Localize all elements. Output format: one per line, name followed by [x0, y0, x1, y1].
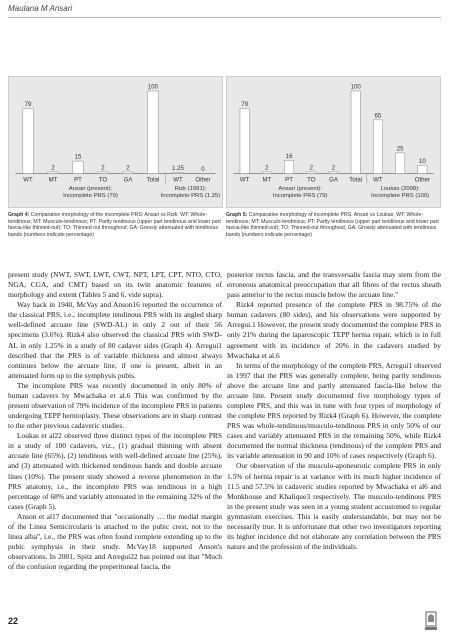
- tick-label: Total: [349, 176, 363, 184]
- group-label: Rizk (1991):: [174, 186, 207, 193]
- bar: [329, 172, 338, 174]
- data-label: 100: [147, 83, 159, 91]
- bar: [173, 172, 183, 173]
- running-header-author: Maulana M Ansari: [8, 4, 73, 13]
- graph-4-chart: [8, 76, 223, 208]
- tick-label: MT: [262, 176, 272, 184]
- paragraph: Loukas et al22 observed three distinct types of the incomplete PRS in a study of 100 cadavers, viz., (1) gradual thinning with absent arcuate line (65%), (2) tendinous with well-defined arcuate line (25%), and (3) attenuated with thickened tendinous bands and double arcuate lines (10%). The present study showed a reverse phenomenon in the PRS anatomy, i.e., the incomplete PRS was tendinous in a high percentage of 68% and variably attenuated in the remaining 32% of the cases (Graph 5).: [8, 431, 222, 511]
- tick-label: Total: [146, 176, 160, 184]
- data-label: 2: [126, 164, 130, 172]
- tick-label: Other: [195, 176, 211, 184]
- paragraph: posterior rectus fascia, and the transversalis fascia may stem from the erroneous anatomical preoccupation that all fibres of the rectus sheath pass anterior to the rectus muscle below the arcuate line.": [227, 270, 441, 300]
- data-label: 79: [241, 100, 249, 108]
- data-label: 0: [201, 166, 205, 174]
- data-label: 2: [101, 164, 105, 172]
- header-rule: [8, 17, 441, 18]
- tick-label: MT: [48, 176, 58, 184]
- data-label: 10: [418, 157, 426, 165]
- tick-label: WT: [173, 176, 183, 184]
- graph-4-caption-label: Graph 4:: [8, 212, 30, 218]
- data-label: 2: [265, 164, 269, 172]
- bar: [73, 161, 83, 173]
- left-text-column: [8, 270, 222, 572]
- data-label: 16: [285, 152, 293, 160]
- paragraph: Anson et al17 documented that "occasionally … the medial margin of the Linea Semicircularis is attached to the pubic crest, not to the linea alba", i.e., the PRS was often found complete extending up to the pubic symphysis in their study. McVay18 supported Anson's observations. In 2001, Spitz and Arregui22 has pointed out that "Much of the confusion regarding the preperitoneal fascia, the: [8, 511, 222, 572]
- graph-4-caption-text: Comparative morphology of the incomplete PRS: Ansari vs Rizk: WT: Whole-tendinous; MT: Musculo-tendinous; PT: Partly tendinous (upper part tendinous and lower part fascia-like thinned-out); TO: Thinned out throughout; GA: Grossly attenuated with tendinous bands (numbers indicate percentage): [8, 212, 221, 238]
- bar: [284, 160, 293, 173]
- tick-label: TO: [98, 176, 108, 184]
- tick-label: PT: [285, 176, 293, 184]
- paragraph: In terms of the morphology of the complete PRS, Arregui1 observed in 1997 that the PRS was generally complete, being partly tendinous above the arcuate line and partly attenuated fascia-like below the arcuate line. Present study documented five morphology types of complete PRS, and this was in tune with four types of morphology of the complete PRS reported by Rizk4 (Graph 6). However, the complete PRS was whole-tendinous/musculo-tendinous PRS in only 50% of our cases and variably attenuated PRS in the remaining 50%, while Rizk4 documented the normal thickness (tendinous) of the complete PRS and its variable attenuation in 90 and 10% of cases respectively (Graph 6).: [227, 360, 441, 461]
- graph-5-chart: [226, 76, 441, 208]
- paragraph: The incomplete PRS was recently documented in only 80% of human cadavers by Mwachaka et al.6 This was confirmed by the present observation of 79% incidence of the incomplete PRS in patients undergoing TEPP hernioplasty. These observations are in sharp contrast to the other previous cadaveric studies.: [8, 380, 222, 431]
- group-sublabel: Incomplete PRS (1.25): [160, 193, 221, 200]
- paragraph: Our observation of the musculo-aponeurotic complete PRS in only 1.5% of hernia repair is at variance with its much higher incidence of 11.5 and 57.5% in cadaveric studies reported by Mwachaka et al6 and Monkhouse and Khalique3 respectively. The musculo-tendinous PRS in the present study was seen in a young student accustomed to regular gymnasium exercises. This is easily understandable, but may not be necessarily true. It is unfortunate that other two investigators reporting its higher incidence did not elaborate any correlation between the PRS nature and the profession of the individuals.: [227, 461, 441, 552]
- tick-label: PT: [74, 176, 82, 184]
- graph-4-caption: [8, 212, 223, 238]
- tick-label: GA: [123, 176, 133, 184]
- bar: [23, 108, 33, 173]
- tick-label: WT: [373, 176, 383, 184]
- group-sublabel: Incomplete PRS (79): [272, 193, 328, 200]
- paragraph: Way back in 1940, McVay and Anson16 reported the occurrence of the classical PRS, i.e., incomplete tendinous PRS with its angled sharp well-defined arcuate line (SWD-AL) in only 2 out of their 56 specimens (3.6%). Rizk4 also observed the classical PRS with SWD-AL in only 1.25% in a study of 80 cadaver sides (Graph 4). Arregui1 described that the PRS is of variable thickness and almost always continues below the arcuate line, if one is present, albeit in an attenuated form up to the symphysis pubis.: [8, 300, 222, 380]
- data-label: 79: [24, 100, 32, 108]
- data-label: 2: [309, 164, 313, 172]
- group-label: Loukas (2008):: [380, 186, 420, 193]
- group-sublabel: Incomplete PRS (79): [63, 193, 118, 200]
- tick-label: WT: [239, 176, 250, 184]
- bar: [123, 172, 133, 174]
- graph-5-caption-text: Comparative morphology of incomplete PRS: Ansari vs Loukas; WT: Whole-tendinous; MT: Musculo-tendinous; PT: Partly tendinous (upper part tendinous and lower part fascia-like thinned-out); TO: Thinned-out throughout; GA: Grossly attenuated with tendinous bands (numbers indicate percentage): [226, 212, 439, 238]
- tick-label: WT: [23, 176, 33, 184]
- right-text-column: [227, 270, 441, 552]
- data-label: 25: [396, 145, 404, 153]
- bar: [240, 108, 249, 173]
- tick-label: GA: [329, 176, 338, 184]
- journal-logo-icon: [424, 610, 438, 632]
- page-number: 22: [8, 616, 19, 626]
- bar: [418, 165, 427, 173]
- bar: [373, 120, 382, 174]
- tick-label: Other: [414, 176, 430, 184]
- paragraph: Rizk4 reported presence of the complete PRS in 98.75% of the human cadavers (80 sides), and his observations were supported by Arregui.1 However, the present study documented the complete PRS in only 21% during the laparoscopic TEPP hernia repair, which is in full agreement with its incidence of 20% in the cadavers studied by Mwachaka et al.6: [227, 300, 441, 360]
- data-label: 2: [51, 164, 55, 172]
- data-label: 100: [350, 83, 361, 91]
- group-label: Ansari (present):: [278, 186, 322, 193]
- graph-5-caption: [226, 212, 441, 238]
- graph-5-caption-label: Graph 5:: [226, 212, 248, 218]
- data-label: 2: [331, 164, 336, 172]
- bar: [351, 91, 360, 174]
- group-label: Ansari (present):: [68, 186, 113, 193]
- data-label: 1.25: [172, 165, 184, 173]
- data-label: 65: [374, 112, 382, 120]
- bar: [307, 172, 316, 174]
- bar: [98, 172, 108, 174]
- paragraph: present study (NWT, SWT, LWT, CWT, NPT, LPT, CPT, NTO, CTO, NGA, CGA, and CMT) based on its twin anatomic features of morphology and extent (Tables 5 and 6, vide supra).: [8, 270, 222, 300]
- bar: [148, 91, 158, 174]
- group-sublabel: Incomplete PRS (100): [371, 193, 430, 200]
- bar: [48, 172, 58, 174]
- bar: [262, 172, 271, 174]
- tick-label: TO: [307, 176, 316, 184]
- bar: [395, 153, 404, 174]
- data-label: 15: [74, 153, 82, 161]
